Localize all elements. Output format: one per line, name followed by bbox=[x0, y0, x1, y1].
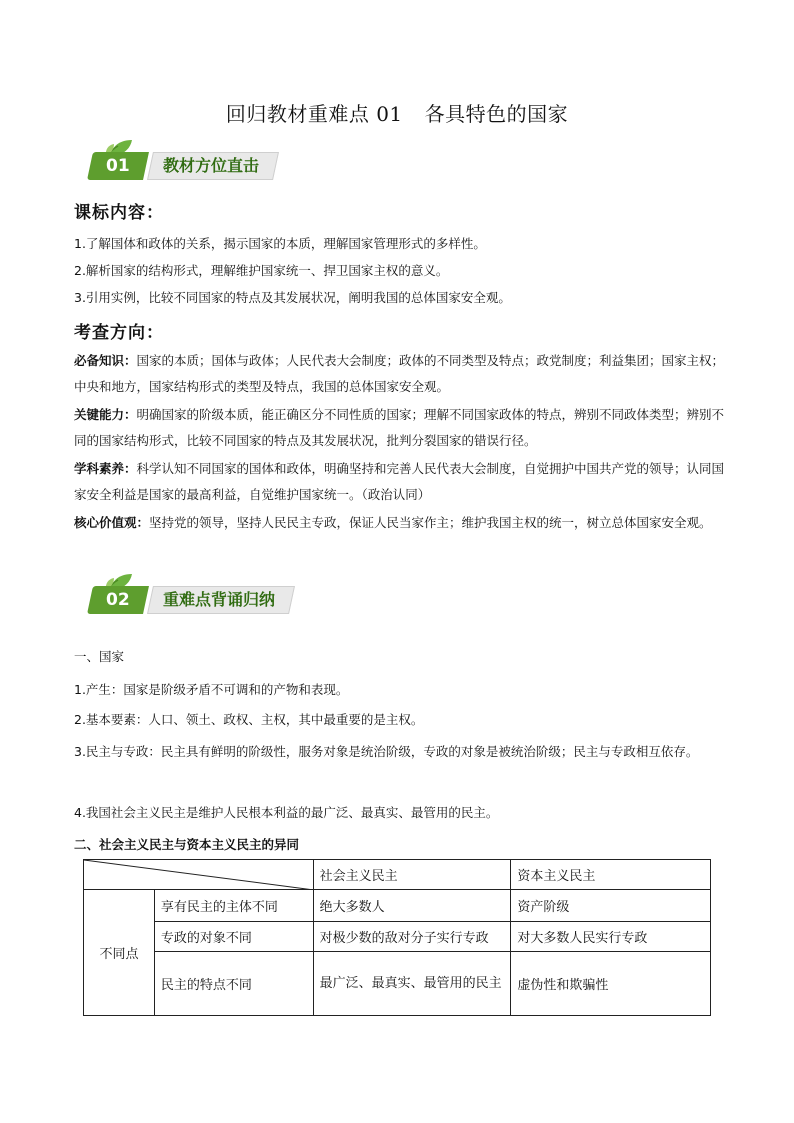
table-header-row bbox=[84, 860, 711, 890]
aspect-cell: 享有民主的主体不同 bbox=[154, 890, 313, 922]
compare-heading: 二、社会主义民主与资本主义民主的异同 bbox=[74, 837, 300, 852]
state-item: 4.我国社会主义民主是维护人民根本利益的最广泛、最真实、最管用的民主。 bbox=[74, 805, 499, 820]
socialist-cell: 最广泛、最真实、最管用的民主 bbox=[313, 952, 511, 1016]
ability-paragraph bbox=[74, 402, 734, 454]
exam-heading: 考查方向： bbox=[74, 323, 164, 343]
title-part1: 回归教材重难点 01 bbox=[225, 102, 403, 126]
socialist-cell: 绝大多数人 bbox=[313, 890, 511, 922]
title-part2: 各具特色的国家 bbox=[424, 102, 569, 126]
table-row bbox=[84, 952, 711, 1016]
curriculum-item: 2.解析国家的结构形式，理解维护国家统一、捍卫国家主权的意义。 bbox=[74, 263, 449, 278]
group-cell: 不同点 bbox=[84, 890, 155, 1016]
aspect-cell: 专政的对象不同 bbox=[154, 922, 313, 952]
knowledge-label: 必备知识： bbox=[74, 353, 137, 368]
state-item: 1.产生：国家是阶级矛盾不可调和的产物和表现。 bbox=[74, 682, 349, 697]
curriculum-item: 3.引用实例，比较不同国家的特点及其发展状况，阐明我国的总体国家安全观。 bbox=[74, 290, 511, 305]
values-paragraph bbox=[74, 510, 734, 536]
capitalist-cell: 资产阶级 bbox=[511, 890, 711, 922]
state-item: 3.民主与专政：民主具有鲜明的阶级性，服务对象是统治阶级，专政的对象是被统治阶级；民主与专政相互依存。 bbox=[74, 744, 699, 759]
diagonal-line bbox=[84, 860, 314, 890]
capitalist-cell: 对大多数人民实行专政 bbox=[511, 922, 711, 952]
aspect-cell: 民主的特点不同 bbox=[154, 952, 313, 1016]
knowledge-text: 国家的本质；国体与政体；人民代表大会制度；政体的不同类型及特点；政党制度；利益集团；国家主权；中央和地方，国家结构形式的类型及特点，我国的总体国家安全观。 bbox=[74, 353, 725, 394]
values-label: 核心价值观： bbox=[74, 515, 150, 530]
capitalist-cell: 虚伪性和欺骗性 bbox=[511, 952, 711, 1016]
ability-text: 明确国家的阶级本质，能正确区分不同性质的国家；理解不同国家政体的特点，辨别不同政体类型；辨别不同的国家结构形式，比较不同国家的特点及其发展状况，批判分裂国家的错误行径。 bbox=[74, 407, 725, 448]
section-badge-02 bbox=[90, 572, 310, 616]
section-number: 02 bbox=[87, 586, 149, 614]
comparison-table bbox=[83, 859, 711, 1016]
literacy-text: 科学认知不同国家的国体和政体，明确坚持和完善人民代表大会制度，自觉拥护中国共产党的领导；认同国家安全利益是国家的最高利益，自觉维护国家统一。（政治认同） bbox=[74, 461, 725, 502]
socialist-cell: 对极少数的敌对分子实行专政 bbox=[313, 922, 511, 952]
ability-label: 关键能力： bbox=[74, 407, 137, 422]
document-title bbox=[0, 98, 794, 127]
knowledge-paragraph bbox=[74, 348, 734, 400]
header-capitalist: 资本主义民主 bbox=[511, 860, 711, 890]
table-row bbox=[84, 890, 711, 922]
section-badge-01 bbox=[90, 138, 310, 182]
curriculum-item: 1.了解国体和政体的关系，揭示国家的本质，理解国家管理形式的多样性。 bbox=[74, 236, 486, 251]
curriculum-heading: 课标内容： bbox=[74, 203, 164, 223]
header-socialist: 社会主义民主 bbox=[313, 860, 511, 890]
section-label: 重难点背诵归纳 bbox=[147, 586, 295, 614]
section-number: 01 bbox=[87, 152, 149, 180]
state-item: 2.基本要素：人口、领土、政权、主权，其中最重要的是主权。 bbox=[74, 712, 424, 727]
state-heading: 一、国家 bbox=[74, 649, 125, 664]
diagonal-header-cell bbox=[84, 860, 314, 890]
literacy-paragraph bbox=[74, 456, 734, 508]
values-text: 坚持党的领导，坚持人民民主专政，保证人民当家作主；维护我国主权的统一，树立总体国家安全观。 bbox=[149, 515, 712, 530]
literacy-label: 学科素养： bbox=[74, 461, 137, 476]
table-row bbox=[84, 922, 711, 952]
section-label: 教材方位直击 bbox=[147, 152, 279, 180]
